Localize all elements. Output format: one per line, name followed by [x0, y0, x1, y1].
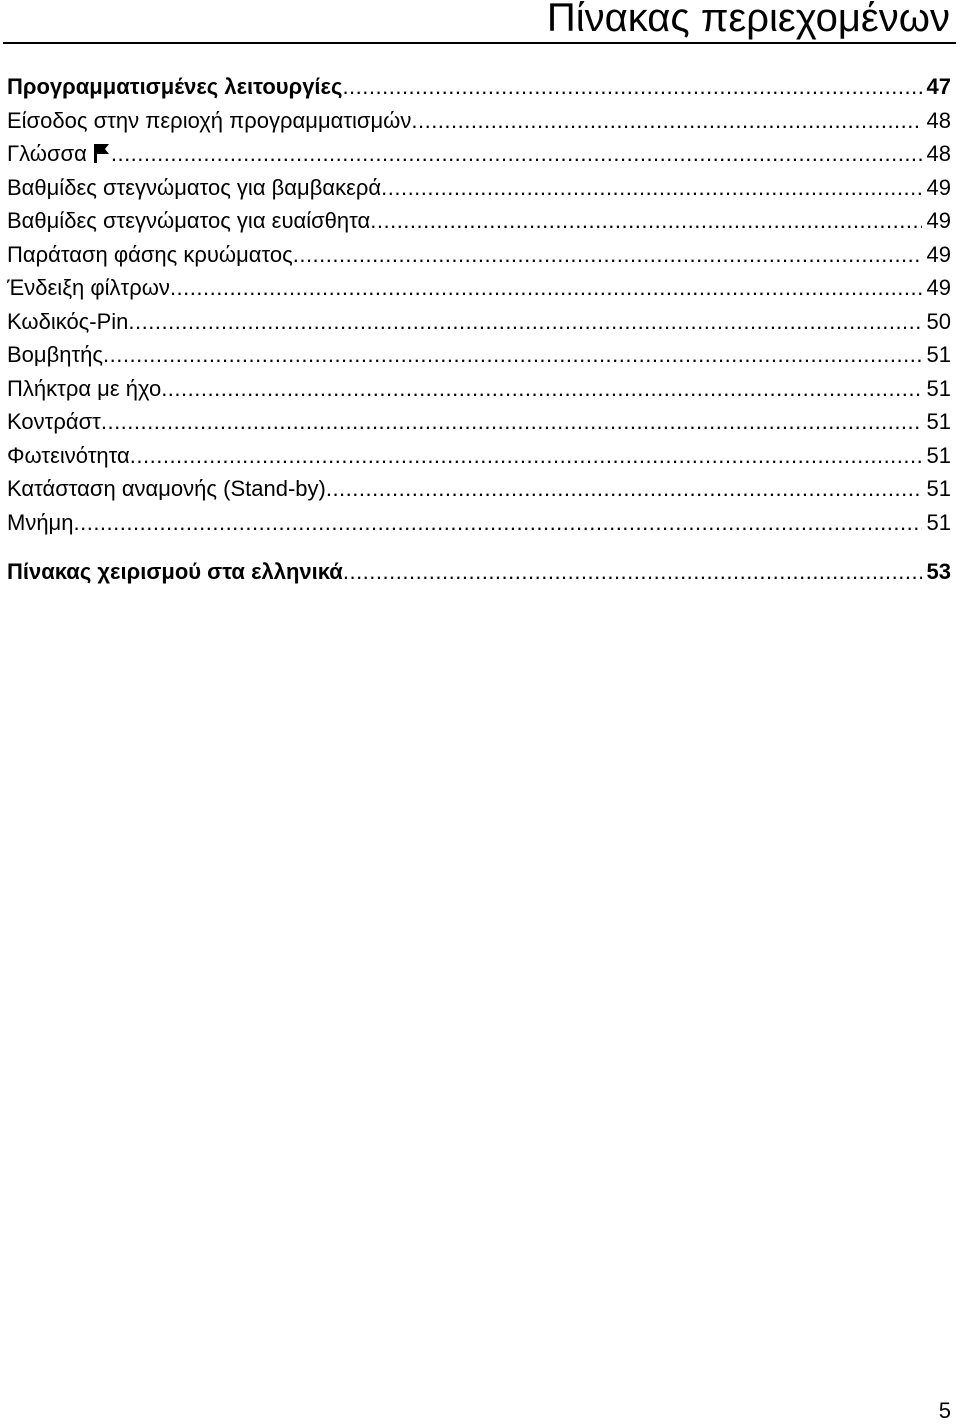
- toc-entry[interactable]: [7, 208, 951, 242]
- toc-entry-page: 47: [926, 74, 951, 99]
- toc-entry-label: Μνήμη: [7, 509, 74, 535]
- page-title: Πίνακας περιεχομένων: [546, 0, 950, 40]
- toc-entry-page: 51: [926, 442, 951, 468]
- toc-entry-label: Πίνακας χειρισμού στα ελληνικά: [7, 559, 343, 584]
- toc-leader-dots: [381, 175, 921, 201]
- header-divider: [3, 42, 956, 44]
- toc-entry-label: Κατάσταση αναμονής (Stand-by): [7, 476, 326, 501]
- page-number: 5: [938, 1398, 951, 1423]
- toc-leader-dots: [103, 342, 922, 368]
- toc-leader-dots: [73, 510, 921, 536]
- toc-leader-dots: [343, 559, 922, 585]
- toc-entry-page: 51: [926, 509, 951, 535]
- toc-entry-label: Είσοδος στην περιοχή προγραμματισμών: [7, 107, 412, 133]
- toc-entry-page: 49: [926, 174, 951, 200]
- toc-entry[interactable]: [7, 376, 951, 410]
- toc-entry-label: Βαθμίδες στεγνώματος για ευαίσθητα: [7, 208, 371, 233]
- table-of-contents: [7, 74, 951, 593]
- toc-leader-dots: [170, 275, 922, 301]
- toc-leader-dots: [161, 376, 921, 402]
- toc-entry-label: Βομβητής: [7, 342, 104, 367]
- toc-entry-page: 51: [926, 476, 951, 501]
- toc-entry-page: 49: [926, 275, 951, 300]
- toc-leader-dots: [128, 309, 921, 335]
- toc-entry[interactable]: [7, 476, 951, 510]
- toc-leader-dots: [370, 208, 921, 234]
- toc-entry-label: Βαθμίδες στεγνώματος για βαμβακερά: [7, 174, 382, 200]
- toc-entry[interactable]: [7, 141, 951, 175]
- toc-entry[interactable]: [7, 409, 951, 443]
- toc-entry[interactable]: [7, 309, 951, 343]
- toc-entry-label: Παράταση φάσης κρυώματος: [7, 241, 293, 267]
- toc-entry[interactable]: [7, 510, 951, 544]
- toc-entry-page: 50: [926, 308, 951, 334]
- toc-entry-page: 49: [926, 241, 951, 267]
- toc-entry-label: Γλώσσα: [7, 141, 87, 166]
- toc-entry[interactable]: [7, 242, 951, 276]
- toc-entry[interactable]: [7, 443, 951, 477]
- toc-entry-page: 48: [926, 107, 951, 133]
- toc-leader-dots: [293, 242, 922, 268]
- toc-entry-page: 48: [926, 141, 951, 166]
- toc-entry-label-wrap: [7, 141, 111, 167]
- toc-leader-dots: [411, 108, 921, 134]
- toc-entry-label: Ένδειξη φίλτρων: [7, 275, 170, 300]
- toc-entry[interactable]: [7, 74, 951, 108]
- toc-leader-dots: [130, 443, 922, 469]
- toc-entry[interactable]: [7, 108, 951, 142]
- toc-entry-page: 49: [926, 208, 951, 233]
- toc-entry[interactable]: [7, 559, 951, 593]
- toc-entry-page: 53: [926, 559, 951, 584]
- toc-entry-page: 51: [926, 342, 951, 367]
- toc-entry-page: 51: [926, 375, 951, 401]
- toc-entry-label: Προγραμματισμένες λειτουργίες: [7, 74, 343, 99]
- toc-entry-label: Φωτεινότητα: [7, 442, 130, 468]
- toc-entry-page: 51: [926, 409, 951, 434]
- toc-entry-label: Πλήκτρα με ήχο: [7, 375, 162, 401]
- toc-entry[interactable]: [7, 342, 951, 376]
- toc-leader-dots: [101, 409, 922, 435]
- toc-leader-dots: [326, 476, 922, 502]
- flag-icon: [93, 143, 111, 163]
- toc-leader-dots: [111, 141, 922, 167]
- toc-entry-label: Κωδικός-Pin: [7, 308, 129, 334]
- toc-entry-label: Κοντράστ: [7, 409, 101, 434]
- toc-entry[interactable]: [7, 175, 951, 209]
- toc-entry[interactable]: [7, 275, 951, 309]
- toc-leader-dots: [342, 74, 921, 100]
